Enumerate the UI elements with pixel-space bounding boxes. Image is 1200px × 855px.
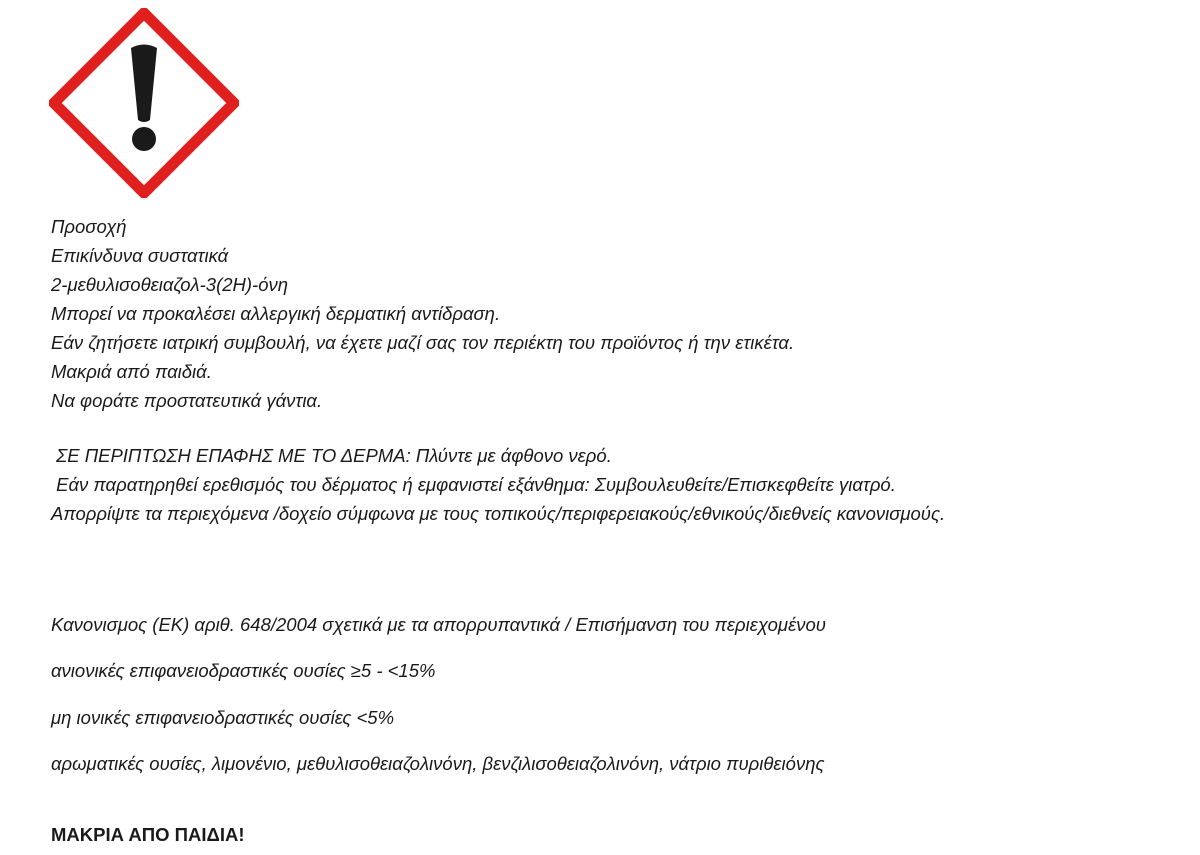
- anionic-surfactants: ανιονικές επιφανειοδραστικές ουσίες ≥5 - <15%: [51, 660, 436, 681]
- precaution-medical-advice: Εάν ζητήσετε ιατρική συμβουλή, να έχετε μαζί σας τον περιέκτη του προϊόντος ή την ετικέτα.: [51, 332, 795, 353]
- ingredient-name: 2-μεθυλισοθειαζολ-3(2Η)-όνη: [51, 274, 289, 295]
- first-aid-and-disposal: [51, 441, 1171, 528]
- nonionic-surfactants: μη ιονικές επιφανειοδραστικές ουσίες <5%: [51, 707, 395, 728]
- regulation-title: Κανονισμος (ΕΚ) αριθ. 648/2004 σχετικά με τα απορρυπαντικά / Επισήμανση του περιεχομένου: [51, 614, 826, 635]
- signal-word: Προσοχή: [51, 216, 127, 237]
- irritation-instruction: Εάν παρατηρηθεί ερεθισμός του δέρματος ή εμφανιστεί εξάνθημα: Συμβουλευθείτε/Επισκεφθείτε γιατρό.: [51, 474, 896, 495]
- hazard-pictogram: [49, 8, 239, 198]
- hazard-statement: Μπορεί να προκαλέσει αλλεργική δερματική αντίδραση.: [51, 303, 501, 324]
- hazardous-ingredients-heading: Επικίνδυνα συστατικά: [51, 245, 229, 266]
- other-ingredients: αρωματικές ουσίες, λιμονένιο, μεθυλισοθειαζολινόνη, βενζιλισοθειαζολινόνη, νάτριο πυριθειόνης: [51, 753, 825, 774]
- skin-contact-instruction: ΣΕ ΠΕΡΙΠΤΩΣΗ ΕΠΑΦΗΣ ΜΕ ΤΟ ΔΕΡΜΑ: Πλύντε με άφθονο νερό.: [51, 445, 612, 466]
- hazard-label-text: [51, 212, 794, 415]
- precaution-children: Μακριά από παιδιά.: [51, 361, 212, 382]
- precaution-gloves: Να φοράτε προστατευτικά γάντια.: [51, 390, 323, 411]
- disposal-instruction: Απορρίψτε τα περιεχόμενα /δοχείο σύμφωνα με τους τοπικούς/περιφερειακούς/εθνικούς/διεθνείς κανονισμούς.: [51, 503, 946, 524]
- keep-away-from-children-warning: ΜΑΚΡΙΑ ΑΠΟ ΠΑΙΔΙΑ!: [51, 824, 245, 845]
